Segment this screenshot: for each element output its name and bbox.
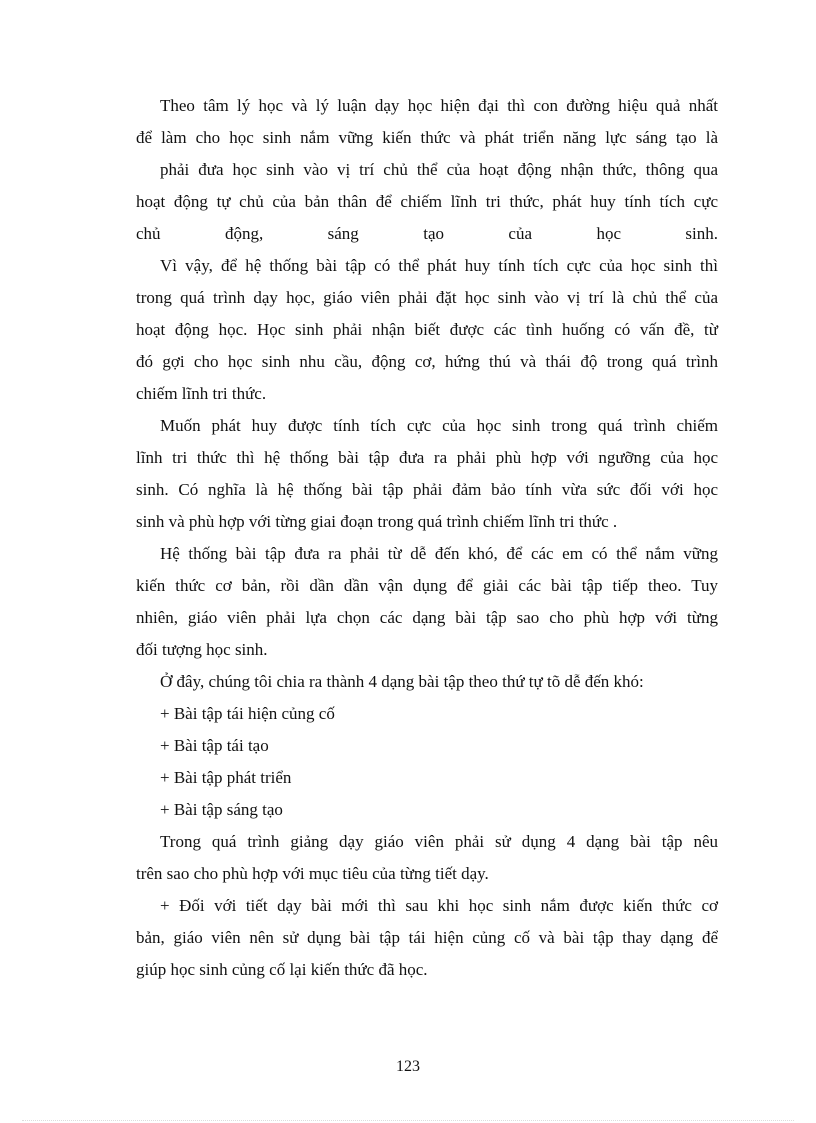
text-line: bản, giáo viên nên sử dụng bài tập tái hiện củng cố và bài tập thay dạng để bbox=[136, 928, 718, 947]
text-line: Trong quá trình giảng dạy giáo viên phải sử dụng 4 dạng bài tập nêu bbox=[160, 832, 718, 851]
page-bottom-border bbox=[22, 1120, 794, 1121]
page-number: 123 bbox=[396, 1058, 420, 1075]
text-line: nhiên, giáo viên phải lựa chọn các dạng bài tập sao cho phù hợp với từng bbox=[136, 608, 718, 627]
text-line: hoạt động tự chủ của bản thân để chiếm lĩnh tri thức, phát huy tính tích cực bbox=[136, 192, 718, 211]
text-line: Hệ thống bài tập đưa ra phải từ dễ đến khó, để các em có thể nắm vững bbox=[160, 544, 718, 563]
text-line: Ở đây, chúng tôi chia ra thành 4 dạng bài tập theo thứ tự tõ dễ đến khó: bbox=[160, 672, 644, 691]
list-item: + Bài tập tái hiện củng cố bbox=[160, 704, 335, 723]
text-line: Muốn phát huy được tính tích cực của học sinh trong quá trình chiếm bbox=[160, 416, 718, 435]
text-line: giúp học sinh củng cố lại kiến thức đã học. bbox=[136, 960, 428, 979]
list-item: + Bài tập sáng tạo bbox=[160, 800, 283, 819]
text-line: trong quá trình dạy học, giáo viên phải đặt học sinh vào vị trí là chủ thể của bbox=[136, 288, 718, 307]
list-item: + Bài tập phát triển bbox=[160, 768, 292, 787]
text-line: lĩnh tri thức thì hệ thống bài tập đưa ra phải phù hợp với ngưỡng của học bbox=[136, 448, 718, 467]
text-line: trên sao cho phù hợp với mục tiêu của từng tiết dạy. bbox=[136, 864, 489, 883]
text-line: sinh. Có nghĩa là hệ thống bài tập phải đảm bảo tính vừa sức đối với học bbox=[136, 480, 718, 499]
text-line: đó gợi cho học sinh nhu cầu, động cơ, hứng thú và thái độ trong quá trình bbox=[136, 352, 718, 371]
list-item: + Bài tập tái tạo bbox=[160, 736, 269, 755]
text-line: phải đưa học sinh vào vị trí chủ thể của hoạt động nhận thức, thông qua bbox=[160, 160, 718, 179]
text-line: chủ động, sáng tạo của học sinh. bbox=[136, 224, 718, 243]
text-line: đối tượng học sinh. bbox=[136, 640, 268, 659]
text-line: hoạt động học. Học sinh phải nhận biết được các tình huống có vấn đề, từ bbox=[136, 320, 718, 339]
text-line: kiến thức cơ bản, rồi dần dần vận dụng để giải các bài tập tiếp theo. Tuy bbox=[136, 576, 718, 595]
text-line: sinh và phù hợp với từng giai đoạn trong quá trình chiếm lĩnh tri thức . bbox=[136, 512, 618, 531]
text-line: Vì vậy, để hệ thống bài tập có thể phát huy tính tích cực của học sinh thì bbox=[160, 256, 718, 275]
text-line: Theo tâm lý học và lý luận dạy học hiện đại thì con đường hiệu quả nhất bbox=[160, 96, 718, 115]
text-line: để làm cho học sinh nắm vững kiến thức và phát triển năng lực sáng tạo là bbox=[136, 128, 718, 147]
text-line: chiếm lĩnh tri thức. bbox=[136, 384, 267, 403]
text-line: + Đối với tiết dạy bài mới thì sau khi học sinh nắm được kiến thức cơ bbox=[160, 896, 718, 915]
